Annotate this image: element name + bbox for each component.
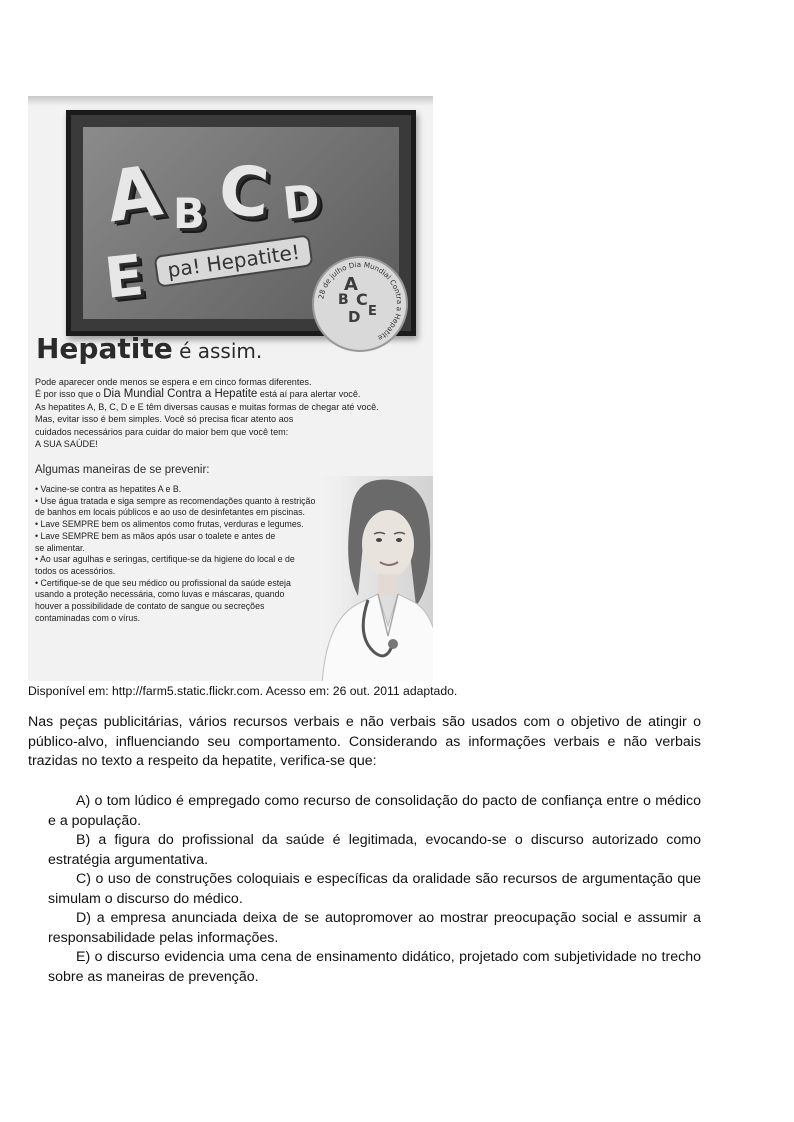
prevention-heading: Algumas maneiras de se prevenir: (35, 464, 210, 476)
answer-options (48, 792, 701, 987)
letter-block-d: D (280, 175, 323, 230)
list-item: • Lave SEMPRE bem os alimentos como frutas, verduras e legumes. (35, 519, 304, 530)
option-a[interactable]: A) o tom lúdico é empregado como recurso de consolidação do pacto de confiança entre o médico e a população. (48, 793, 701, 829)
list-item: de banhos em locais públicos e ao uso de desinfetantes em piscinas. (35, 507, 305, 518)
list-item: • Ao usar agulhas e seringas, certifique-se da higiene do local e de (35, 554, 295, 565)
campaign-name: Dia Mundial Contra a Hepatite (103, 388, 258, 401)
list-item: houver a possibilidade de contato de sangue ou secreções (35, 601, 265, 612)
list-item: todos os acessórios. (35, 565, 116, 576)
seal-letter-b: B (338, 292, 349, 308)
option-b[interactable]: B) a figura do profissional da saúde é legitimada, evocando-se o discurso autorizado como estratégia argumentativa. (48, 832, 701, 868)
intro-line: É por isso que o Dia Mundial Contra a Hepatite está aí para alertar você. (35, 388, 361, 401)
list-item: se alimentar. (35, 542, 85, 553)
board-slogan: pa! Hepatite! (154, 234, 314, 288)
list-item: contaminadas com o vírus. (35, 612, 141, 623)
intro-line: A SUA SAÚDE! (35, 439, 98, 450)
list-item: • Vacine-se contra as hepatites A e B. (35, 484, 182, 494)
poster-headline (36, 332, 262, 365)
source-citation: Disponível em: http://farm5.static.flickr.com. Acesso em: 26 out. 2011 adaptado. (28, 684, 458, 698)
hepatitis-poster (28, 96, 433, 681)
headline-rest: é assim. (172, 339, 263, 363)
list-item: • Use água tratada e siga sempre as recomendações quanto à restrição (35, 495, 316, 506)
letter-block-e: E (101, 243, 147, 312)
letter-block-c: C (216, 151, 272, 234)
poster-intro (35, 376, 425, 450)
option-d[interactable]: D) a empresa anunciada deixa de se autopromover ao mostrar preocupação social e assumir a responsabilidade pelas informações. (48, 910, 701, 946)
intro-line: As hepatites A, B, C, D e E têm diversas causas e muitas formas de chegar até você. (35, 401, 379, 412)
list-item: • Certifique-se de que seu médico ou profissional da saúde esteja (35, 577, 291, 588)
seal-letter-e: E (368, 304, 377, 319)
list-item: • Lave SEMPRE bem as mãos após usar o toalete e antes de (35, 530, 276, 541)
option-c[interactable]: C) o uso de construções coloquiais e específicas da oralidade são recursos de argumentação que simulam o discurso do médico. (48, 871, 701, 907)
question-text: Nas peças publicitárias, vários recursos verbais e não verbais são usados com o objetivo de atingir o público-alvo, influenciando seu comportamento. Considerando as informações verbais e não verbais trazidas no texto a respeito da hepatite, verifica-se que: (28, 714, 701, 769)
poster-top-shadow (28, 96, 433, 106)
prevention-list (35, 484, 407, 624)
list-item: usando a proteção necessária, como luvas e máscaras, quando (35, 589, 285, 600)
option-e[interactable]: E) o discurso evidencia uma cena de ensinamento didático, projetado com subjetividade no trecho sobre as maneiras de prevenção. (48, 949, 701, 985)
letter-block-a: A (101, 149, 167, 239)
intro-line: cuidados necessários para cuidar do maior bem que você tem: (35, 426, 289, 437)
intro-line: Pode aparecer onde menos se espera e em cinco formas diferentes. (35, 377, 312, 387)
svg-text:28 de julho Dia Mundial Contra: 28 de julho Dia Mundial Contra a Hepatite (316, 259, 405, 343)
awareness-seal (312, 256, 408, 352)
intro-line: Mas, evitar isso é bem simples. Você só precisa ficar atento aos (35, 414, 294, 425)
headline-bold: Hepatite (36, 332, 173, 365)
seal-letter-c: C (356, 290, 368, 309)
seal-letter-d: D (348, 308, 361, 326)
letter-block-b: B (173, 189, 206, 238)
seal-letter-a: A (344, 274, 358, 295)
